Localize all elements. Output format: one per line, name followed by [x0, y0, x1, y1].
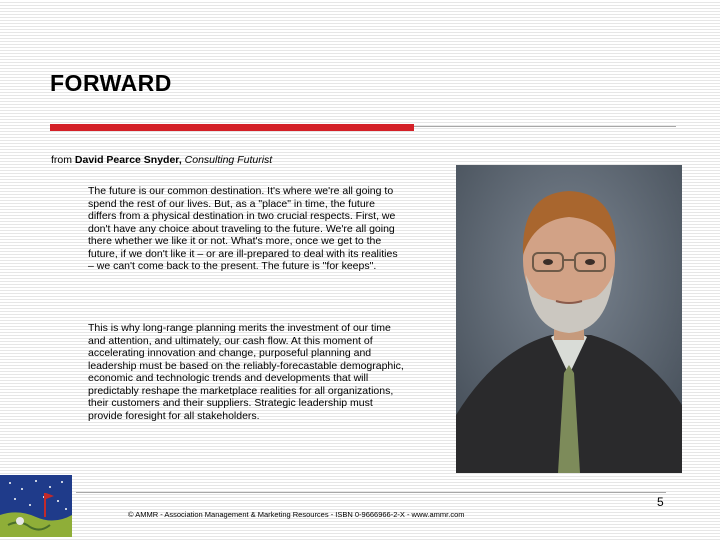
- title-divider-line: [414, 126, 676, 127]
- page-number: 5: [657, 495, 664, 509]
- body-paragraph-1: The future is our common destination. It's where we're all going to spend the rest of our lives. But, as a "place" in time, the future differs from a physical destination in two crucial respects. First, we don't have any choice about traveling to the future. We're all going there whether we like it or not. What's more, once we get to the future, if we don't like it – or are ill-prepared to deal with its realities – we can't come back to the present. The future is "for keeps".: [88, 185, 398, 272]
- footer-divider-line: [76, 492, 666, 493]
- author-role: Consulting Futurist: [184, 154, 273, 166]
- author-name: David Pearce Snyder,: [74, 154, 182, 166]
- slide-title: FORWARD: [50, 70, 172, 96]
- title-accent-bar: [50, 124, 414, 131]
- author-portrait: [456, 165, 682, 473]
- footer-copyright: © AMMR - Association Management & Marketing Resources - ISBN 0-9666966-2-X - www.ammr.com: [128, 510, 465, 519]
- byline: [51, 154, 272, 166]
- body-paragraph-2: This is why long-range planning merits the investment of our time and attention, and ultimately, our cash flow. At this moment of accelerating innovation and change, purposeful planning and leadership must be based on the reliably-forecastable demographic, economic and technologic trends and developments that will predictably reshape the marketplace realities for all organizations, their customers and their suppliers. Strategic leadership must provide foresight for all stakeholders.: [88, 322, 404, 422]
- ammr-logo: [0, 475, 72, 537]
- byline-prefix: from: [51, 154, 72, 166]
